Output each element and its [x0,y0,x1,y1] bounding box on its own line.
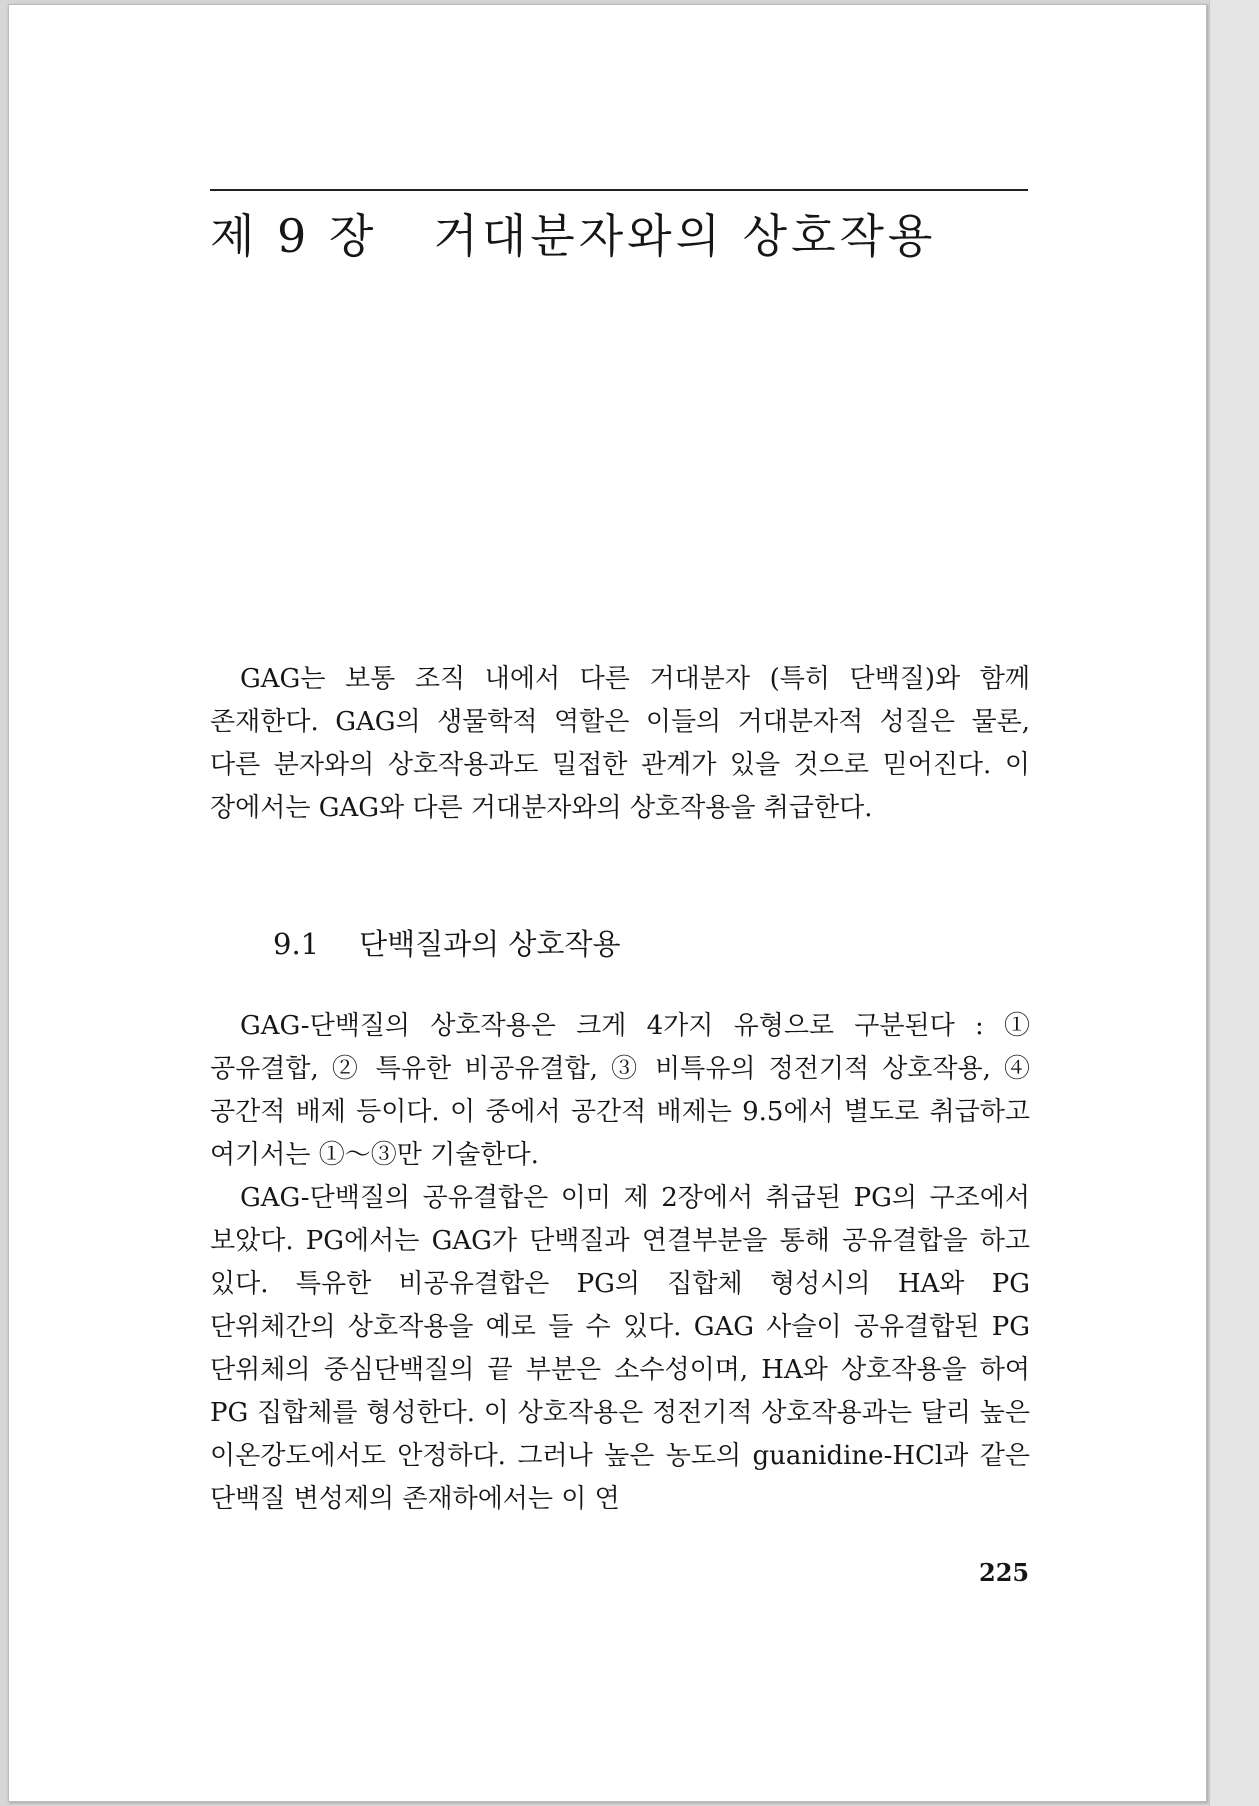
section-body [210,1005,1030,1521]
chapter-number: 제 9 장 [210,209,378,263]
section-number: 9.1 [273,927,320,961]
viewer-scroll-edge [1209,0,1259,1806]
intro-paragraph: GAG는 보통 조직 내에서 다른 거대분자 (특히 단백질)와 함께 존재한다. GAG의 생물학적 역할은 이들의 거대분자적 성질은 물론, 다른 분자와의 상호작용과도 밀접한 관계가 있을 것으로 믿어진다. 이 장에서는 GAG와 다른 거대분자와의 상호작용을 취급한다. [210,664,1030,823]
section-heading [273,920,620,968]
chapter-top-rule [210,189,1028,191]
page-number: 225 [979,1558,1030,1587]
body-paragraph: GAG-단백질의 공유결합은 이미 제 2장에서 취급된 PG의 구조에서 보았다. PG에서는 GAG가 단백질과 연결부분을 통해 공유결합을 하고 있다. 특유한 비공유결합은 PG의 집합체 형성시의 HA와 PG 단위체간의 상호작용을 예로 들 수 있다. GAG 사슬이 공유결합된 PG 단위체의 중심단백질의 끝 부분은 소수성이며, HA와 상호작용을 하여 PG 집합체를 형성한다. 이 상호작용은 정전기적 상호작용과는 달리 높은 이온강도에서도 안정하다. 그러나 높은 농도의 guanidine-HCl과 같은 단백질 변성제의 존재하에서는 이 연 [210,1183,1030,1514]
body-paragraph: GAG-단백질의 상호작용은 크게 4가지 유형으로 구분된다 : ① 공유결합, ② 특유한 비공유결합, ③ 비특유의 정전기적 상호작용, ④ 공간적 배제 등이다. 이 중에서 공간적 배제는 9.5에서 별도로 취급하고 여기서는 ①～③만 기술한다. [210,1011,1030,1170]
book-page [8,4,1207,1802]
chapter-title-text: 거대분자와의 상호작용 [433,209,937,263]
chapter-title [210,205,936,267]
section-title: 단백질과의 상호작용 [359,927,621,961]
